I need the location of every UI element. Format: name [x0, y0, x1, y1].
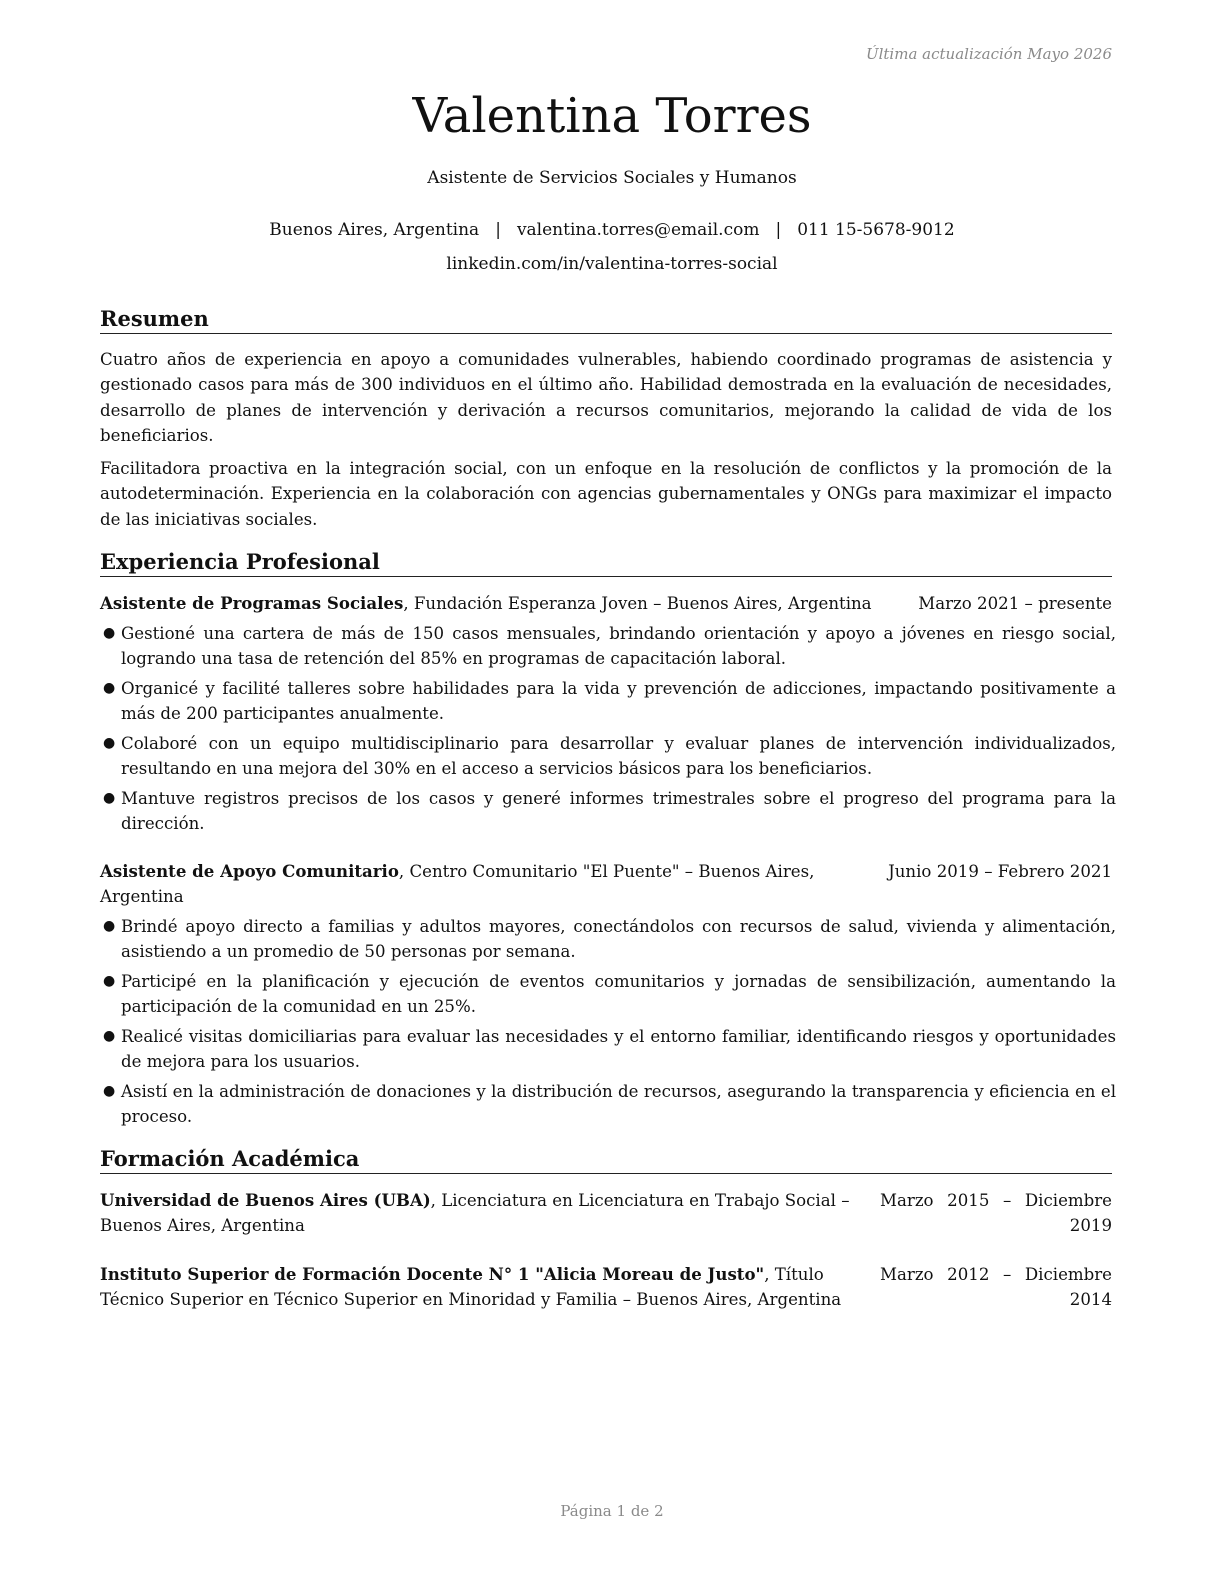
- job-bullets: [100, 621, 1116, 841]
- education-school: Universidad de Buenos Aires (UBA): [100, 1190, 431, 1210]
- list-item: ● Brindé apoyo directo a familias y adultos mayores, conectándolos con recursos de salud, vivienda y alimentación, asistiendo a un promedio de 50 personas por semana.: [100, 914, 1116, 965]
- list-item: ● Realicé visitas domiciliarias para evaluar las necesidades y el entorno familiar, identificando riesgos y oportunidades de mejora para los usuarios.: [100, 1024, 1116, 1075]
- job-org: , Centro Comunitario "El Puente" – Buenos Aires, Argentina: [100, 862, 815, 906]
- contact-phone: 011 15-5678-9012: [797, 220, 955, 240]
- education-detail: , Título Técnico Superior en Técnico Superior en Minoridad y Familia – Buenos Aires, Argentina: [100, 1265, 842, 1309]
- education-detail: , Licenciatura en Licenciatura en Trabajo Social – Buenos Aires, Argentina: [100, 1191, 850, 1235]
- bullet-icon: ●: [103, 1082, 116, 1099]
- candidate-name: Valentina Torres: [412, 88, 812, 144]
- education-dates: Marzo 2015 – Diciembre 2019: [880, 1191, 1112, 1235]
- job-header: [100, 591, 1112, 616]
- list-item: ● Mantuve registros precisos de los casos y generé informes trimestrales sobre el progreso del programa para la dirección.: [100, 786, 1116, 837]
- section-title-education: Formación Académica: [100, 1145, 1112, 1174]
- bullet-icon: ●: [103, 734, 116, 751]
- education-entry: [100, 1188, 1112, 1238]
- bullet-icon: ●: [103, 679, 116, 696]
- contact-separator: |: [495, 220, 501, 240]
- contact-line: [0, 220, 1224, 240]
- section-title-experience: Experiencia Profesional: [100, 548, 1112, 577]
- list-item: ● Organicé y facilité talleres sobre habilidades para la vida y prevención de adicciones, impactando positivamente a más de 200 participantes anualmente.: [100, 676, 1116, 727]
- page-number: Página 1 de 2: [560, 1502, 664, 1520]
- job-org: , Fundación Esperanza Joven – Buenos Aires, Argentina: [403, 594, 872, 613]
- linkedin-link[interactable]: linkedin.com/in/valentina-torres-social: [446, 254, 778, 274]
- bullet-icon: ●: [103, 918, 116, 934]
- summary-paragraph: Cuatro años de experiencia en apoyo a comunidades vulnerables, habiendo coordinado programas de asistencia y gestionado casos para más de 300 individuos en el último año. Habilidad demostrada en la evaluación de necesidades, desarrollo de planes de intervención y derivación a recursos comunitarios, mejorando la calidad de vida de los beneficiarios.: [100, 350, 1112, 445]
- list-item: ● Asistí en la administración de donaciones y la distribución de recursos, asegurando la transparencia y eficiencia en el proceso.: [100, 1079, 1116, 1130]
- bullet-icon: ●: [103, 789, 116, 806]
- job-dates: Marzo 2021 – presente: [914, 591, 1112, 616]
- list-item: ● Colaboré con un equipo multidisciplinario para desarrollar y evaluar planes de intervención individualizados, resultando en una mejora del 30% en el acceso a servicios básicos para los beneficiarios.: [100, 731, 1116, 782]
- job-header: [100, 859, 1112, 909]
- last-updated-note: Última actualización Mayo 2026: [865, 45, 1112, 63]
- list-item: ● Participé en la planificación y ejecución de eventos comunitarios y jornadas de sensibilización, aumentando la participación de la comunidad en un 25%.: [100, 969, 1116, 1020]
- list-item: ● Gestioné una cartera de más de 150 casos mensuales, brindando orientación y apoyo a jóvenes en riesgo social, logrando una tasa de retención del 85% en programas de capacitación laboral.: [100, 621, 1116, 672]
- education-entry: [100, 1262, 1112, 1312]
- job-bullets: [100, 914, 1116, 1134]
- candidate-headline: Asistente de Servicios Sociales y Humanos: [427, 168, 797, 188]
- job-dates: Junio 2019 – Febrero 2021: [884, 859, 1112, 884]
- contact-separator: |: [775, 220, 782, 240]
- education-school: Instituto Superior de Formación Docente N° 1 "Alicia Moreau de Justo": [100, 1264, 765, 1284]
- section-title-summary: Resumen: [100, 305, 1112, 334]
- job-role: Asistente de Apoyo Comunitario: [100, 861, 399, 881]
- education-dates: Marzo 2012 – Diciembre 2014: [880, 1265, 1112, 1309]
- contact-location: Buenos Aires, Argentina: [269, 220, 480, 240]
- summary-paragraph: Facilitadora proactiva en la integración social, con un enfoque en la resolución de conflictos y la promoción de la autodeterminación. Experiencia en la colaboración con agencias gubernamentales y ONGs para maximizar el impacto de las iniciativas sociales.: [100, 459, 1112, 529]
- job-role: Asistente de Programas Sociales: [100, 593, 404, 613]
- bullet-icon: ●: [103, 1027, 116, 1044]
- bullet-icon: ●: [103, 625, 116, 641]
- contact-email[interactable]: valentina.torres@email.com: [516, 220, 760, 240]
- bullet-icon: ●: [103, 972, 116, 989]
